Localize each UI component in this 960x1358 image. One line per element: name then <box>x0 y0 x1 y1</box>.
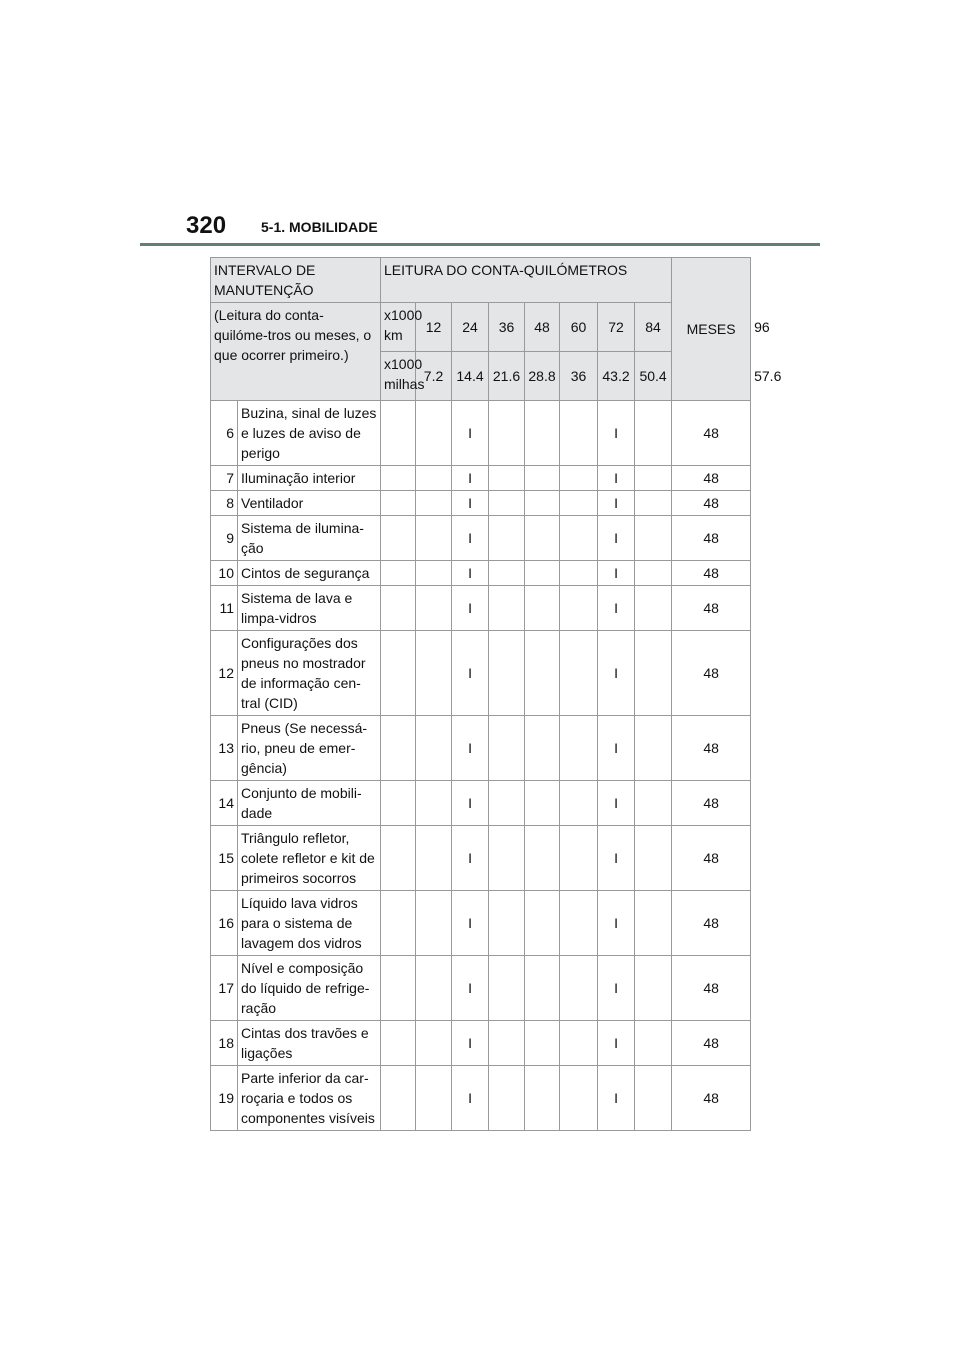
empty-cell <box>525 1066 560 1131</box>
km-value: 84 <box>635 303 672 352</box>
empty-cell <box>525 826 560 891</box>
inspect-mark: I <box>598 891 635 956</box>
table-row <box>211 826 751 891</box>
table-row <box>211 891 751 956</box>
empty-cell <box>381 491 416 516</box>
item-description: Ventilador <box>238 491 381 516</box>
miles-value: 14.4 <box>452 352 489 401</box>
empty-cell <box>489 561 525 586</box>
inspect-mark: I <box>452 781 489 826</box>
section-title: 5-1. MOBILIDADE <box>261 219 378 235</box>
inspect-mark: I <box>452 586 489 631</box>
empty-cell <box>635 561 672 586</box>
empty-cell <box>416 561 452 586</box>
km-value: 36 <box>489 303 525 352</box>
empty-cell <box>416 401 452 466</box>
empty-cell <box>416 891 452 956</box>
item-description: Parte inferior da car-roçaria e todos os componentes visíveis <box>238 1066 381 1131</box>
empty-cell <box>416 516 452 561</box>
empty-cell <box>416 781 452 826</box>
empty-cell <box>489 466 525 491</box>
inspect-mark: I <box>598 1066 635 1131</box>
empty-cell <box>635 1066 672 1131</box>
table-row <box>211 1021 751 1066</box>
empty-cell <box>560 491 598 516</box>
miles-unit: x1000 milhas <box>381 352 416 401</box>
empty-cell <box>635 491 672 516</box>
item-description: Pneus (Se necessá-rio, pneu de emer-gência) <box>238 716 381 781</box>
item-number: 9 <box>211 516 238 561</box>
inspect-mark: I <box>452 561 489 586</box>
empty-cell <box>560 466 598 491</box>
empty-cell <box>525 466 560 491</box>
months-value: 48 <box>672 716 751 781</box>
months-value: 48 <box>672 586 751 631</box>
table-row <box>211 561 751 586</box>
empty-cell <box>416 466 452 491</box>
header-row-km: (Leitura do conta-quilóme-tros ou meses, o que ocorrer primeiro.) x1000 km 12 24 36 48 60 72 84 96 <box>211 303 751 352</box>
empty-cell <box>489 401 525 466</box>
inspect-mark: I <box>452 1066 489 1131</box>
inspect-mark: I <box>452 491 489 516</box>
months-value: 48 <box>672 516 751 561</box>
empty-cell <box>416 1066 452 1131</box>
months-value: 48 <box>672 561 751 586</box>
table-row <box>211 516 751 561</box>
empty-cell <box>489 891 525 956</box>
km-value: 72 <box>598 303 635 352</box>
empty-cell <box>381 561 416 586</box>
item-number: 11 <box>211 586 238 631</box>
item-description: Líquido lava vidros para o sistema de lavagem dos vidros <box>238 891 381 956</box>
reading-label: LEITURA DO CONTA-QUILÓMETROS <box>381 258 672 303</box>
inspect-mark: I <box>452 631 489 716</box>
header-row-miles: x1000 milhas 7.2 14.4 21.6 28.8 36 43.2 50.4 57.6 <box>211 352 751 401</box>
empty-cell <box>381 716 416 781</box>
miles-value: 28.8 <box>525 352 560 401</box>
item-number: 16 <box>211 891 238 956</box>
empty-cell <box>635 631 672 716</box>
inspect-mark: I <box>452 401 489 466</box>
inspect-mark: I <box>598 466 635 491</box>
empty-cell <box>525 716 560 781</box>
months-value: 48 <box>672 1021 751 1066</box>
inspect-mark: I <box>598 781 635 826</box>
table-row <box>211 401 751 466</box>
empty-cell <box>560 781 598 826</box>
months-value: 48 <box>672 401 751 466</box>
empty-cell <box>560 586 598 631</box>
empty-cell <box>381 1021 416 1066</box>
table-row <box>211 956 751 1021</box>
empty-cell <box>635 891 672 956</box>
item-description: Sistema de ilumina-ção <box>238 516 381 561</box>
inspect-mark: I <box>598 516 635 561</box>
inspect-mark: I <box>452 956 489 1021</box>
item-description: Sistema de lava e limpa-vidros <box>238 586 381 631</box>
empty-cell <box>489 781 525 826</box>
empty-cell <box>381 826 416 891</box>
empty-cell <box>635 781 672 826</box>
months-value: 48 <box>672 956 751 1021</box>
empty-cell <box>416 491 452 516</box>
item-number: 13 <box>211 716 238 781</box>
miles-value: 43.2 <box>598 352 635 401</box>
empty-cell <box>525 781 560 826</box>
empty-cell <box>381 781 416 826</box>
empty-cell <box>525 1021 560 1066</box>
table-row <box>211 631 751 716</box>
maintenance-table <box>210 257 782 1131</box>
inspect-mark: I <box>452 1021 489 1066</box>
empty-cell <box>635 466 672 491</box>
inspect-mark: I <box>598 586 635 631</box>
empty-cell <box>489 1021 525 1066</box>
inspect-mark: I <box>452 716 489 781</box>
header-rule <box>140 243 820 246</box>
months-label: MESES <box>672 258 751 401</box>
item-number: 10 <box>211 561 238 586</box>
empty-cell <box>416 956 452 1021</box>
item-number: 19 <box>211 1066 238 1131</box>
empty-cell <box>416 586 452 631</box>
empty-cell <box>381 956 416 1021</box>
empty-cell <box>560 561 598 586</box>
table-row <box>211 586 751 631</box>
item-number: 17 <box>211 956 238 1021</box>
table-row <box>211 781 751 826</box>
empty-cell <box>560 1066 598 1131</box>
empty-cell <box>489 956 525 1021</box>
empty-cell <box>635 716 672 781</box>
empty-cell <box>560 401 598 466</box>
empty-cell <box>560 1021 598 1066</box>
empty-cell <box>489 716 525 781</box>
item-number: 15 <box>211 826 238 891</box>
item-description: Cintos de segurança <box>238 561 381 586</box>
inspect-mark: I <box>598 401 635 466</box>
months-value: 48 <box>672 781 751 826</box>
empty-cell <box>525 401 560 466</box>
empty-cell <box>560 891 598 956</box>
empty-cell <box>560 631 598 716</box>
miles-value: 7.2 <box>416 352 452 401</box>
empty-cell <box>416 826 452 891</box>
item-description: Cintas dos travões e ligações <box>238 1021 381 1066</box>
table-row <box>211 491 751 516</box>
item-number: 14 <box>211 781 238 826</box>
empty-cell <box>416 631 452 716</box>
empty-cell <box>560 826 598 891</box>
empty-cell <box>525 891 560 956</box>
inspect-mark: I <box>598 491 635 516</box>
inspect-mark: I <box>598 826 635 891</box>
empty-cell <box>635 956 672 1021</box>
item-description: Conjunto de mobili-dade <box>238 781 381 826</box>
months-value: 48 <box>672 466 751 491</box>
empty-cell <box>416 716 452 781</box>
empty-cell <box>525 956 560 1021</box>
km-value: 60 <box>560 303 598 352</box>
empty-cell <box>525 561 560 586</box>
empty-cell <box>560 516 598 561</box>
empty-cell <box>635 516 672 561</box>
item-number: 8 <box>211 491 238 516</box>
inspect-mark: I <box>598 1021 635 1066</box>
inspect-mark: I <box>452 891 489 956</box>
inspect-mark: I <box>598 561 635 586</box>
empty-cell <box>381 586 416 631</box>
months-value: 48 <box>672 891 751 956</box>
empty-cell <box>381 401 416 466</box>
table-row <box>211 466 751 491</box>
page-number: 320 <box>186 212 227 239</box>
km-value: 48 <box>525 303 560 352</box>
inspect-mark: I <box>598 956 635 1021</box>
km-unit: x1000 km <box>381 303 416 352</box>
months-value: 48 <box>672 491 751 516</box>
item-number: 12 <box>211 631 238 716</box>
inspect-mark: I <box>452 826 489 891</box>
empty-cell <box>525 516 560 561</box>
empty-cell <box>489 516 525 561</box>
miles-value: 21.6 <box>489 352 525 401</box>
empty-cell <box>381 891 416 956</box>
item-description: Buzina, sinal de luzes e luzes de aviso de perigo <box>238 401 381 466</box>
item-description: Triângulo refletor, colete refletor e kit de primeiros socorros <box>238 826 381 891</box>
inspect-mark: I <box>452 466 489 491</box>
months-value: 48 <box>672 826 751 891</box>
header-row-interval <box>211 258 751 303</box>
empty-cell <box>381 516 416 561</box>
empty-cell <box>489 826 525 891</box>
inspect-mark: I <box>598 631 635 716</box>
item-number: 6 <box>211 401 238 466</box>
empty-cell <box>489 631 525 716</box>
reading-note: (Leitura do conta-quilóme-tros ou meses, o que ocorrer primeiro.) <box>211 303 381 401</box>
empty-cell <box>381 631 416 716</box>
empty-cell <box>489 491 525 516</box>
empty-cell <box>635 401 672 466</box>
empty-cell <box>525 586 560 631</box>
empty-cell <box>416 1021 452 1066</box>
empty-cell <box>381 1066 416 1131</box>
inspect-mark: I <box>452 516 489 561</box>
item-description: Configurações dos pneus no mostrador de informação cen-tral (CID) <box>238 631 381 716</box>
empty-cell <box>489 1066 525 1131</box>
empty-cell <box>635 826 672 891</box>
item-description: Iluminação interior <box>238 466 381 491</box>
inspect-mark: I <box>598 716 635 781</box>
months-value: 48 <box>672 631 751 716</box>
months-value: 48 <box>672 1066 751 1131</box>
miles-value: 50.4 <box>635 352 672 401</box>
empty-cell <box>489 586 525 631</box>
interval-label: INTERVALO DE MANUTENÇÃO <box>211 258 381 303</box>
item-number: 18 <box>211 1021 238 1066</box>
empty-cell <box>635 1021 672 1066</box>
item-number: 7 <box>211 466 238 491</box>
empty-cell <box>525 631 560 716</box>
item-description: Nível e composição do líquido de refrige-ração <box>238 956 381 1021</box>
miles-value: 36 <box>560 352 598 401</box>
table-row <box>211 716 751 781</box>
table-row <box>211 1066 751 1131</box>
empty-cell <box>381 466 416 491</box>
empty-cell <box>635 586 672 631</box>
empty-cell <box>560 956 598 1021</box>
km-value: 12 <box>416 303 452 352</box>
empty-cell <box>560 716 598 781</box>
empty-cell <box>525 491 560 516</box>
km-value: 24 <box>452 303 489 352</box>
